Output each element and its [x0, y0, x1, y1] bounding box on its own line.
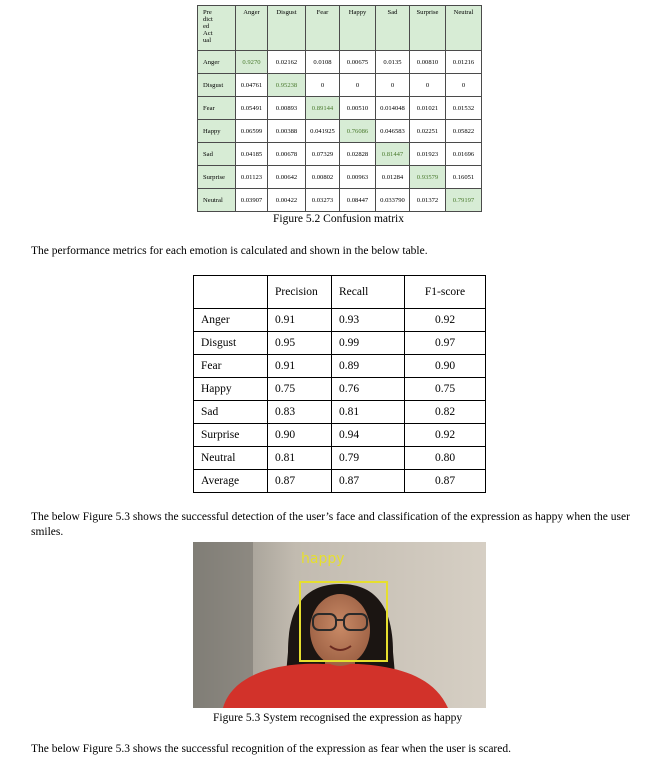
metrics-precision: 0.90: [268, 424, 332, 447]
matrix-cell: 0.00963: [340, 166, 376, 189]
matrix-row: [198, 166, 482, 189]
paragraph-fear-detection: The below Figure 5.3 shows the successful recognition of the expression as fear when the user is scared.: [31, 743, 511, 755]
metrics-header-precision: Precision: [268, 276, 332, 309]
metrics-row: [194, 470, 486, 493]
matrix-cell: 0.02828: [340, 143, 376, 166]
matrix-cell: 0.01696: [446, 143, 482, 166]
matrix-cell-diagonal: 0.79197: [446, 189, 482, 212]
matrix-cell: 0.04185: [236, 143, 268, 166]
matrix-cell: 0.046583: [376, 120, 410, 143]
matrix-row: [198, 120, 482, 143]
paragraph-metrics-intro: The performance metrics for each emotion is calculated and shown in the below table.: [31, 245, 428, 257]
metrics-recall: 0.87: [332, 470, 405, 493]
matrix-cell: 0.01372: [410, 189, 446, 212]
matrix-row-label: Happy: [198, 120, 236, 143]
matrix-cell: 0.06599: [236, 120, 268, 143]
confusion-matrix-table: [197, 5, 482, 212]
metrics-f1: 0.87: [405, 470, 486, 493]
matrix-col-header: Happy: [340, 6, 376, 51]
matrix-cell: 0.00642: [268, 166, 306, 189]
metrics-header-empty: [194, 276, 268, 309]
matrix-cell: 0.03273: [306, 189, 340, 212]
metrics-f1: 0.92: [405, 309, 486, 332]
metrics-f1: 0.90: [405, 355, 486, 378]
metrics-header-recall: Recall: [332, 276, 405, 309]
figure-caption-photo: Figure 5.3 System recognised the expression as happy: [213, 712, 463, 724]
metrics-precision: 0.83: [268, 401, 332, 424]
webcam-photo-drawing: [193, 542, 486, 708]
metrics-precision: 0.75: [268, 378, 332, 401]
metrics-f1: 0.75: [405, 378, 486, 401]
matrix-cell: 0.041925: [306, 120, 340, 143]
matrix-row-label: Anger: [198, 51, 236, 74]
matrix-col-header: Disgust: [268, 6, 306, 51]
matrix-cell: 0.01923: [410, 143, 446, 166]
webcam-photo-happy: [193, 542, 486, 708]
metrics-row-label: Anger: [194, 309, 268, 332]
matrix-cell: 0.03907: [236, 189, 268, 212]
metrics-row: [194, 355, 486, 378]
metrics-f1: 0.80: [405, 447, 486, 470]
metrics-precision: 0.91: [268, 355, 332, 378]
matrix-cell: 0.02162: [268, 51, 306, 74]
matrix-cell: 0: [340, 74, 376, 97]
metrics-recall: 0.89: [332, 355, 405, 378]
matrix-cell: 0.01532: [446, 97, 482, 120]
metrics-row: [194, 309, 486, 332]
matrix-cell: 0.05491: [236, 97, 268, 120]
matrix-cell: 0: [306, 74, 340, 97]
metrics-recall: 0.93: [332, 309, 405, 332]
metrics-recall: 0.94: [332, 424, 405, 447]
matrix-cell: 0.0135: [376, 51, 410, 74]
metrics-row: [194, 378, 486, 401]
matrix-row-label: Disgust: [198, 74, 236, 97]
matrix-row: [198, 189, 482, 212]
metrics-row-label: Disgust: [194, 332, 268, 355]
metrics-precision: 0.87: [268, 470, 332, 493]
matrix-cell: 0.00802: [306, 166, 340, 189]
matrix-cell: 0.00678: [268, 143, 306, 166]
matrix-col-header: Sad: [376, 6, 410, 51]
matrix-cell: 0.014048: [376, 97, 410, 120]
metrics-precision: 0.91: [268, 309, 332, 332]
matrix-cell-diagonal: 0.95238: [268, 74, 306, 97]
metrics-precision: 0.81: [268, 447, 332, 470]
metrics-recall: 0.76: [332, 378, 405, 401]
metrics-f1: 0.97: [405, 332, 486, 355]
metrics-row-label: Surprise: [194, 424, 268, 447]
matrix-row-label: Sad: [198, 143, 236, 166]
matrix-row: [198, 97, 482, 120]
matrix-cell: 0.05822: [446, 120, 482, 143]
matrix-cell: 0.033790: [376, 189, 410, 212]
matrix-cell-diagonal: 0.93579: [410, 166, 446, 189]
matrix-cell: 0.16051: [446, 166, 482, 189]
metrics-f1: 0.82: [405, 401, 486, 424]
metrics-row-label: Neutral: [194, 447, 268, 470]
matrix-row-label: Surprise: [198, 166, 236, 189]
matrix-cell: 0.08447: [340, 189, 376, 212]
matrix-cell: 0.01216: [446, 51, 482, 74]
metrics-recall: 0.79: [332, 447, 405, 470]
metrics-row: [194, 401, 486, 424]
matrix-cell: 0.00510: [340, 97, 376, 120]
matrix-col-header: Neutral: [446, 6, 482, 51]
matrix-cell: 0: [446, 74, 482, 97]
matrix-cell: 0.00675: [340, 51, 376, 74]
matrix-cell: 0: [410, 74, 446, 97]
matrix-cell: 0.01021: [410, 97, 446, 120]
matrix-row: [198, 51, 482, 74]
matrix-row-label: Fear: [198, 97, 236, 120]
matrix-cell: 0.02251: [410, 120, 446, 143]
metrics-row: [194, 447, 486, 470]
matrix-row: [198, 74, 482, 97]
matrix-cell-diagonal: 0.9270: [236, 51, 268, 74]
metrics-header-f1: F1-score: [405, 276, 486, 309]
metrics-recall: 0.99: [332, 332, 405, 355]
expression-label: happy: [301, 551, 345, 567]
matrix-cell: 0.01123: [236, 166, 268, 189]
matrix-col-header: Fear: [306, 6, 340, 51]
matrix-row-label: Neutral: [198, 189, 236, 212]
matrix-cell: 0: [376, 74, 410, 97]
matrix-cell: 0.00893: [268, 97, 306, 120]
matrix-cell-diagonal: 0.81447: [376, 143, 410, 166]
metrics-recall: 0.81: [332, 401, 405, 424]
metrics-row-label: Sad: [194, 401, 268, 424]
metrics-precision: 0.95: [268, 332, 332, 355]
figure-caption-confusion-matrix: Figure 5.2 Confusion matrix: [273, 213, 404, 225]
metrics-row: [194, 424, 486, 447]
matrix-cell: 0.0108: [306, 51, 340, 74]
matrix-cell: 0.07329: [306, 143, 340, 166]
matrix-cell: 0.00810: [410, 51, 446, 74]
matrix-cell: 0.00388: [268, 120, 306, 143]
matrix-corner-label: Pre dict ed Act ual: [198, 6, 236, 51]
matrix-cell: 0.04761: [236, 74, 268, 97]
matrix-col-header: Anger: [236, 6, 268, 51]
matrix-col-header: Surprise: [410, 6, 446, 51]
matrix-row: [198, 143, 482, 166]
matrix-cell-diagonal: 0.89144: [306, 97, 340, 120]
matrix-cell: 0.01284: [376, 166, 410, 189]
metrics-row: [194, 332, 486, 355]
metrics-f1: 0.92: [405, 424, 486, 447]
matrix-cell: 0.00422: [268, 189, 306, 212]
paragraph-happy-detection: The below Figure 5.3 shows the successful detection of the user’s face and classification of the expression as happy when the user smiles.: [31, 511, 630, 538]
matrix-cell-diagonal: 0.76086: [340, 120, 376, 143]
metrics-row-label: Fear: [194, 355, 268, 378]
metrics-row-label: Average: [194, 470, 268, 493]
metrics-row-label: Happy: [194, 378, 268, 401]
performance-metrics-table: [193, 275, 486, 493]
